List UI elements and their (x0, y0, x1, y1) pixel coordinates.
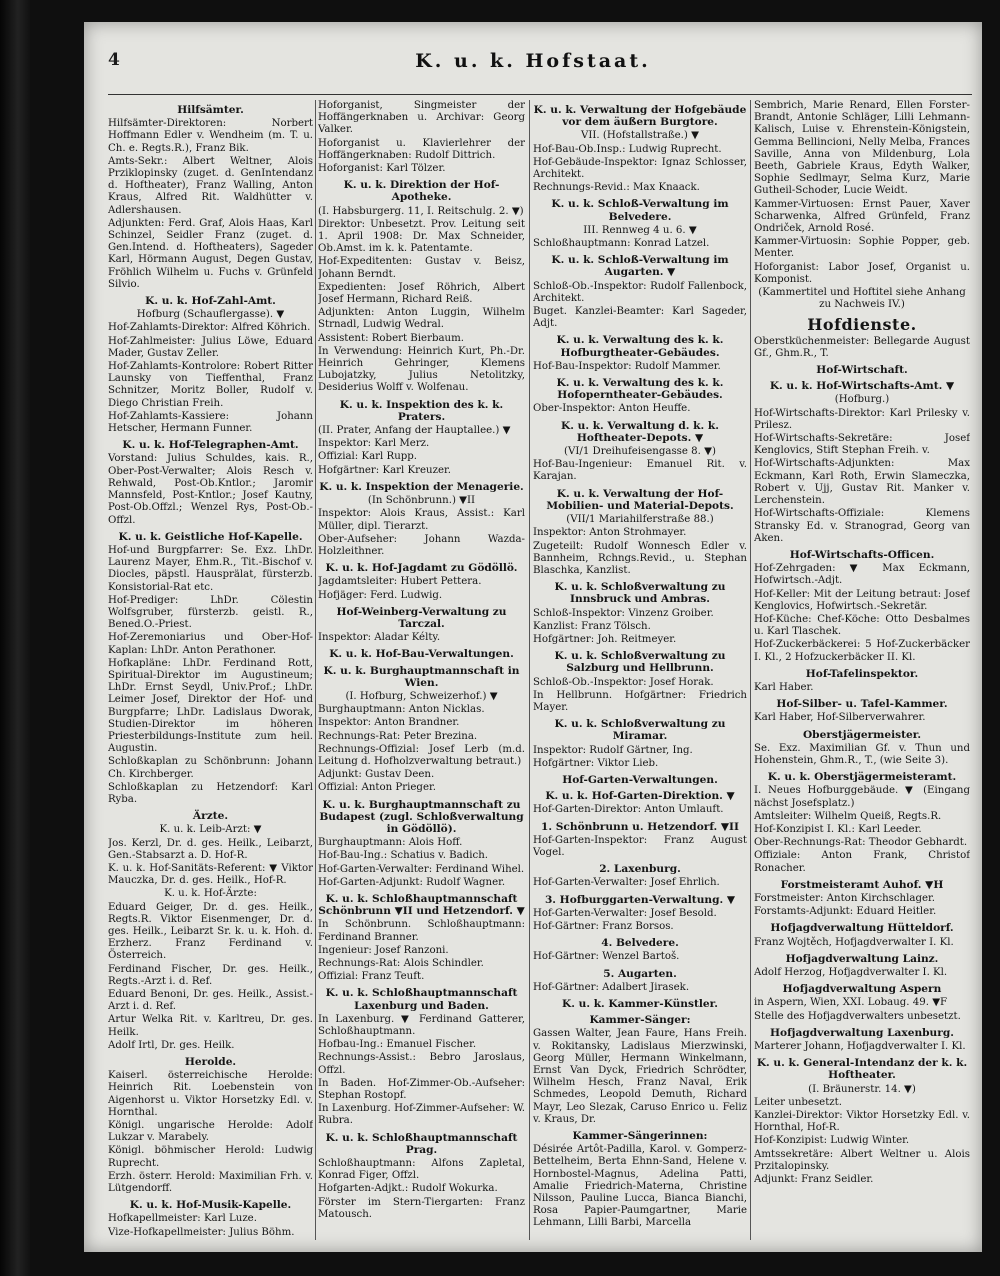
directory-entry: Adjunkt: Gustav Deen. (318, 769, 435, 781)
directory-entry: Kaiserl. österreichische Herolde: Heinrich Rit. Loebenstein von Aigenhorst u. Viktor Horsetzky Edl. v. Hornthal. (108, 1070, 313, 1118)
section-heading: Hofjagdverwaltung Lainz. (785, 952, 939, 965)
column-divider (750, 100, 751, 1240)
directory-entry: Hof-Zahlmeister: Julius Löwe, Eduard Mader, Gustav Zeller. (108, 335, 313, 359)
directory-entry: Ober-Aufseher: Johann Wazda-Holzleithner. (318, 533, 525, 557)
directory-entry: Hof-Zahlamts-Kassiere: Johann Hetscher, Hermann Funner. (108, 410, 313, 435)
column-4 (754, 100, 970, 1240)
directory-entry: Jagdamtsleiter: Hubert Pettera. (318, 576, 482, 588)
address-line: Hofburg (Schauflergasse). ▼ (136, 309, 285, 321)
directory-entry: Schloßhauptmann: Alfons Zapletal, Konrad Figer, Offzl. (318, 1158, 525, 1182)
directory-entry: In Baden. Hof-Zimmer-Ob.-Aufseher: Stephan Rostopf. (318, 1077, 525, 1102)
directory-entry: (II. Prater, Anfang der Hauptallee.) ▼ (318, 425, 511, 437)
directory-entry: Hof-Zuckerbäckerei: 5 Hof-Zuckerbäcker I. Kl., 2 Hofzuckerbäcker II. Kl. (754, 639, 970, 663)
section-heading: 1. Schönbrunn u. Hetzendorf. ▼II (541, 820, 739, 833)
directory-entry: Inspektor: Rudolf Gärtner, Ing. (533, 744, 693, 756)
book-spine (0, 0, 30, 1276)
directory-entry: Rechnungs-Assist.: Bebro Jaroslaus, Offzl. (318, 1052, 525, 1076)
section-heading: 4. Belvedere. (601, 937, 679, 950)
directory-entry: Schloß-Inspektor: Vinzenz Groiber. (533, 607, 714, 619)
section-heading: Hof-Silber- u. Tafel-Kammer. (776, 698, 948, 711)
directory-entry: Artur Welka Rit. v. Karltreu, Dr. ges. Heilk. (108, 1014, 313, 1038)
directory-entry: Rechnungs-Rat: Alois Schindler. (318, 958, 484, 969)
address-line: (I. Bräunerstr. 14. ▼) (808, 1083, 916, 1095)
directory-entry: Hofgärtner: Karl Kreuzer. (318, 464, 451, 476)
directory-entry: Adolf Irtl, Dr. ges. Heilk. (108, 1039, 235, 1051)
directory-entry: Hof-Konzipist: Ludwig Winter. (754, 1135, 910, 1147)
section-heading: K. u. k. Schloßverwaltung zu Salzburg und Hellbrunn. (554, 650, 726, 675)
address-line: VII. (Hofstallstraße.) ▼ (581, 130, 699, 142)
directory-entry: Assistent: Robert Bierbaum. (318, 332, 465, 344)
directory-entry: Hof-Garten-Verwalter: Josef Ehrlich. (533, 877, 720, 889)
directory-entry: Gassen Walter, Jean Faure, Hans Freih. v. Rokitansky, Ladislaus Mierzwinski, Georg Müller, Hermann Winkelmann, Ernst Van Dyck, Friedrich Schrödter, Wilhelm Hesch, Franz Naval, Erik Schmedes, Leopold Demuth, Richard Mayr, Leo Slezak, Caruso Enrico u. Feliz v. Kraus, Dr. (533, 1028, 747, 1125)
directory-entry: in Aspern, Wien, XXI. Lobaug. 49. ▼F (754, 997, 948, 1009)
section-heading: K. u. k. Oberstjägermeisteramt. (767, 771, 957, 784)
directory-entry: Hof-Bau-Inspektor: Rudolf Mammer. (533, 360, 721, 372)
section-heading: K. u. k. Burghauptmannschaft in Wien. (323, 664, 520, 689)
section-heading: K. u. k. Direktion der Hof-Apotheke. (343, 179, 500, 204)
directory-entry: Adjunkten: Anton Luggin, Wilhelm Strnadl, Ludwig Wedral. (318, 307, 525, 331)
section-heading: K. u. k. Hof-Wirtschafts-Amt. ▼ (769, 380, 955, 393)
section-heading: Hof-Garten-Verwaltungen. (562, 773, 718, 786)
section-heading: K. u. k. Schloßhauptmannschaft Prag. (325, 1131, 518, 1156)
column-divider (315, 100, 316, 1240)
directory-entry: Kammer-Virtuosin: Sophie Popper, geb. Menter. (754, 236, 970, 260)
directory-entry: Hof-und Burgpfarrer: Se. Exz. LhDr. Laurenz Mayer, Ehm.R., Tit.-Bischof v. Diocles, päpstl. Hausprälat, fürsterzb. Konsistorial-Rat etc. (108, 544, 313, 593)
directory-entry: In Schönbrunn. Schloßhauptmann: Ferdinand Branner. (318, 919, 525, 943)
directory-entry: Inspektor: Anton Strohmayer. (533, 527, 687, 539)
directory-entry: Königl. böhmischer Herold: Ludwig Ruprecht. (108, 1145, 313, 1169)
directory-entry: Burghauptmann: Anton Nicklas. (318, 704, 485, 716)
directory-entry: Hof-Küche: Chef-Köche: Otto Desbalmes u. Karl Tlaschek. (754, 613, 970, 638)
directory-entry: Hoforganist, Singmeister der Hoffängerknaben u. Archivar: Georg Valker. (318, 100, 525, 136)
directory-entry: Hofgärtner: Joh. Reitmeyer. (533, 633, 677, 645)
directory-entry: Hof-Bau-Ob.Insp.: Ludwig Ruprecht. (533, 143, 722, 155)
section-heading: Hof-Weinberg-Verwaltung zu Tarczal. (336, 605, 507, 630)
address-line: K. u. k. Leib-Arzt: ▼ (159, 824, 262, 836)
directory-entry: Hof-Wirtschafts-Direktor: Karl Prilesky v. Prilesz. (754, 407, 970, 431)
directory-entry: Hoforganist: Karl Tölzer. (318, 163, 446, 175)
section-heading: K. u. k. General-Intendanz der k. k. Hoftheater. (756, 1057, 968, 1082)
section-heading: K. u. k. Hof-Jagdamt zu Gödöllö. (325, 562, 518, 575)
directory-entry: Amtsleiter: Wilhelm Queiß, Regts.R. (754, 810, 942, 822)
page-header (84, 50, 982, 90)
section-heading: K. u. k. Schloß-Verwaltung im Augarten. ▼ (551, 254, 729, 279)
directory-entry: Hof-Prediger: LhDr. Cölestin Wolfsgruber, fürsterzb. geistl. R., Bened.O.-Priest. (108, 594, 313, 631)
directory-entry: Hof-Konzipist I. Kl.: Karl Leeder. (754, 823, 922, 835)
column-1 (108, 100, 313, 1240)
directory-entry: Hof-Garten-Verwalter: Josef Besold. (533, 907, 717, 919)
section-heading: Ärzte. (192, 810, 229, 823)
directory-entry: (I. Habsburgerg. 11, I. Reitschulg. 2. ▼) (318, 205, 524, 217)
section-heading: K. u. k. Schloßverwaltung zu Innsbruck und Ambras. (554, 581, 726, 606)
running-title: K. u. k. Hofstaat. (415, 50, 651, 72)
directory-entry: Inspektor: Karl Merz. (318, 438, 430, 450)
directory-entry: Offizial: Anton Prieger. (318, 782, 436, 794)
section-heading: K. u. k. Hof-Musik-Kapelle. (129, 1199, 292, 1212)
directory-entry: Kanzlist: Franz Tölsch. (533, 620, 651, 632)
directory-entry: Karl Haber, Hof-Silberverwahrer. (754, 712, 926, 724)
directory-entry: Rechnungs-Offizial: Josef Lerb (m.d. Leitung d. Hofholzverwaltung betraut.) (318, 743, 525, 767)
directory-entry: Hoforganist u. Klavierlehrer der Hoffängerknaben: Rudolf Dittrich. (318, 137, 525, 161)
section-heading: K. u. k. Hof-Telegraphen-Amt. (122, 439, 299, 452)
section-heading: K. u. k. Schloßhauptmannschaft Schönbrunn ▼II und Hetzendorf. ▼ (318, 892, 525, 918)
directory-entry: Hofbau-Ing.: Emanuel Fischer. (318, 1039, 477, 1051)
directory-entry: Offizial: Franz Teuft. (318, 971, 425, 983)
directory-entry: Königl. ungarische Herolde: Adolf Lukzar v. Marabely. (108, 1120, 313, 1144)
directory-entry: Schloß-Ob.-Inspektor: Josef Horak. (533, 676, 714, 688)
directory-entry: Adolf Herzog, Hofjagdverwalter I. Kl. (754, 967, 948, 978)
directory-entry: Eduard Geiger, Dr. d. ges. Heilk., Regts.R. Viktor Eisenmenger, Dr. d. ges. Heilk., Leibarzt Sr. k. u. k. Hoh. d. Erzherz. Franz Ferdinand v. Österreich. (108, 901, 313, 962)
directory-entry: Ober-Inspektor: Anton Heuffe. (533, 403, 691, 415)
section-heading: Hof-Wirtschafts-Officen. (789, 548, 935, 561)
directory-entry: Burghauptmann: Alois Hoff. (318, 837, 463, 849)
directory-entry: Schloßkaplan zu Schönbrunn: Johann Ch. Kirchberger. (108, 756, 313, 780)
directory-entry: Inspektor: Aladar Kélty. (318, 632, 441, 644)
directory-entry: In Hellbrunn. Hofgärtner: Friedrich Mayer. (533, 689, 747, 713)
section-heading: K. u. k. Burghauptmannschaft zu Budapest (zugl. Schloßverwaltung in Gödöllö). (319, 798, 524, 835)
directory-entry: Hof-Zahlamts-Kontrolore: Robert Ritter Launsky von Tieffenthal, Franz Schnitzer, Moritz Boller, Rudolf v. Diego Christian Freih. (108, 361, 313, 409)
directory-entry: Hof-Gärtner: Adalbert Jirasek. (533, 981, 690, 993)
directory-entry: Hofjäger: Ferd. Ludwig. (318, 589, 443, 601)
section-heading: 2. Laxenburg. (599, 863, 681, 876)
directory-entry: Offiziale: Anton Frank, Christof Ronacher. (754, 850, 970, 874)
section-heading: Hofjagdverwaltung Hütteldorf. (770, 922, 954, 935)
section-heading: 3. Hofburggarten-Verwaltung. ▼ (544, 893, 736, 906)
column-2 (318, 100, 525, 1240)
section-heading: Hilfsämter. (177, 104, 244, 116)
directory-entry: Forstamts-Adjunkt: Eduard Heitler. (754, 906, 937, 918)
directory-entry: Schloßkaplan zu Hetzendorf: Karl Ryba. (108, 781, 313, 805)
directory-entry: Hofkapläne: LhDr. Ferdinand Rott, Spiritual-Direktor im Augustineum; LhDr. Ernst Seydl, Univ.Prof.; LhDr. Leimer Josef, Direktor der Hof- und Burgpfarre; LhDr. Ladislaus Dworak, Studien-Direktor im höheren Priesterbildungs-Institute zum heil. Augustin. (108, 657, 313, 755)
section-heading: Hofjagdverwaltung Laxenburg. (770, 1026, 954, 1039)
directory-entry: Hof-Expeditenten: Gustav v. Beisz, Johann Berndt. (318, 256, 525, 280)
directory-entry: Forstmeister: Anton Kirchschlager. (754, 892, 935, 904)
section-heading: Hof-Wirtschaft. (816, 364, 908, 377)
section-heading: K. u. k. Inspektion der Menagerie. (319, 480, 524, 493)
section-heading: K. u. k. Schloß-Verwaltung im Belvedere. (551, 198, 729, 223)
column-divider (529, 100, 530, 1240)
section-heading: Hofjagdverwaltung Aspern (782, 983, 942, 996)
directory-entry: Hof-Gebäude-Inspektor: Ignaz Schlosser, Architekt. (533, 156, 747, 181)
directory-entry: Rechnungs-Rat: Peter Brezina. (318, 730, 478, 742)
directory-entry: Marterer Johann, Hofjagdverwalter I. Kl. (754, 1041, 966, 1053)
directory-entry: Oberstküchenmeister: Bellegarde August Gf., Ghm.R., T. (754, 335, 970, 359)
directory-entry: Hof-Garten-Inspektor: Franz August Vogel. (533, 834, 747, 858)
directory-entry: Vize-Hofkapellmeister: Julius Böhm. (108, 1226, 295, 1238)
document-page (84, 22, 982, 1252)
section-heading: K. u. k. Kammer-Künstler. (562, 998, 718, 1010)
header-rule (108, 94, 972, 95)
address-line: (In Schönbrunn.) ▼II (367, 495, 476, 507)
directory-entry: Erzh. österr. Herold: Maximilian Frh. v. Lütgendorff. (108, 1170, 313, 1195)
directory-entry: Hof-Wirtschafts-Offiziale: Klemens Stransky Ed. v. Stranograd, Georg van Aken. (754, 508, 970, 544)
directory-entry: Kammer-Virtuosen: Ernst Pauer, Xaver Scharwenka, Alfred Grünfeld, Franz Ondriček, Arnold Rosé. (754, 198, 970, 235)
directory-entry: K. u. k. Hof-Sanitäts-Referent: ▼ Viktor Mauczka, Dr. d. ges. Heilk., Hof-R. (108, 862, 313, 887)
directory-entry: Inspektor: Anton Brandner. (318, 717, 460, 729)
directory-entry: Eduard Benoni, Dr. ges. Heilk., Assist.-Arzt i. d. Ref. (108, 989, 313, 1013)
section-heading: K. u. k. Hof-Zahl-Amt. (145, 295, 276, 308)
directory-entry: Karl Haber. (754, 681, 814, 693)
section-heading: K. u. k. Inspektion des k. k. Praters. (339, 398, 504, 423)
section-heading: K. u. k. Geistliche Hof-Kapelle. (118, 530, 303, 543)
section-heading: 5. Augarten. (603, 967, 677, 980)
directory-entry: Hof-Bau-Ing.: Schatius v. Badich. (318, 850, 489, 862)
address-line: III. Rennweg 4 u. 6. ▼ (583, 224, 697, 236)
section-heading: Kammer-Sängerinnen: (572, 1130, 708, 1143)
section-heading: Oberstjägermeister. (802, 728, 922, 741)
directory-entry: In Laxenburg. Hof-Zimmer-Aufseher: W. Rubra. (318, 1103, 525, 1127)
page-number: 4 (108, 50, 120, 70)
directory-entry: Schloß-Ob.-Inspektor: Rudolf Fallenbock, Architekt. (533, 280, 747, 304)
directory-entry: Direktor: Unbesetzt. Prov. Leitung seit 1. April 1908: Dr. Max Schneider, Ob.Amst. im k. k. Patentamte. (318, 218, 525, 255)
directory-entry: Buget. Kanzlei-Beamter: Karl Sageder, Adjt. (533, 306, 747, 330)
address-line: (Kammertitel und Hoftitel siehe Anhang zu Nachweis IV.) (758, 287, 966, 311)
directory-entry: Adjunkten: Ferd. Graf, Alois Haas, Karl Schinzel, Seidler Franz (zuget. d. Gen.Intend. d. Hoftheaters), Sageder Karl, Hörmann August, Degen Gustav, Fröhlich Wilhelm u. Fuchs v. Grünfeld Silvio. (108, 217, 313, 290)
directory-entry: Jos. Kerzl, Dr. d. ges. Heilk., Leibarzt, Gen.-Stabsarzt a. D. Hof-R. (108, 837, 313, 861)
section-heading: Hof-Tafelinspektor. (805, 667, 919, 680)
address-line: (VI/1 Dreihufeisengasse 8. ▼) (564, 446, 716, 458)
directory-entry: Hof-Garten-Direktor: Anton Umlauft. (533, 804, 724, 816)
section-heading: K. u. k. Schloßhauptmannschaft Laxenburg und Baden. (325, 987, 518, 1012)
directory-entry: Leiter unbesetzt. (754, 1096, 843, 1108)
section-heading: K. u. k. Schloßverwaltung zu Miramar. (554, 718, 726, 743)
directory-entry: Hof-Zeremoniarius und Ober-Hof-Kaplan: LhDr. Anton Perathoner. (108, 632, 313, 656)
section-heading: K. u. k. Verwaltung d. k. k. Hoftheater-Depots. ▼ (561, 419, 719, 444)
column-3 (533, 100, 747, 1240)
directory-entry: Hofkapellmeister: Karl Luze. (108, 1213, 257, 1225)
section-heading: Kammer-Sänger: (589, 1014, 691, 1027)
directory-entry: Hofgärtner: Viktor Lieb. (533, 757, 659, 769)
directory-entry: Hof-Zahlamts-Direktor: Alfred Köhrich. (108, 322, 311, 334)
directory-entry: Schloßhauptmann: Konrad Latzel. (533, 238, 710, 250)
directory-entry: Hofgarten-Adjkt.: Rudolf Wokurka. (318, 1183, 498, 1195)
major-heading: Hofdienste. (807, 315, 917, 335)
directory-entry: Kanzlei-Direktor: Viktor Horsetzky Edl. v. Hornthal, Hof-R. (754, 1110, 970, 1134)
section-heading: K. u. k. Hof-Garten-Direktion. ▼ (545, 790, 735, 803)
address-line: (I. Hofburg, Schweizerhof.) ▼ (345, 690, 498, 702)
directory-entry: Hof-Keller: Mit der Leitung betraut: Josef Kenglovics, Hofwirtsch.-Sekretär. (754, 588, 970, 612)
directory-entry: Hof-Zehrgaden: ▼ Max Eckmann, Hofwirtsch.-Adjt. (754, 563, 970, 587)
directory-entry: I. Neues Hofburggebäude. ▼ (Eingang nächst Josefsplatz.) (754, 785, 970, 809)
directory-entry: Ober-Rechnungs-Rat: Theodor Gebhardt. (754, 837, 968, 849)
directory-entry: Zugeteilt: Rudolf Wonnesch Edler v. Bannheim, Rchngs.Revid., u. Stephan Blaschka, Kanzlist. (533, 540, 747, 576)
directory-entry: Vorstand: Julius Schuldes, kais. R., Ober-Post-Verwalter; Alois Resch v. Rehwald, Post-Ob.Kntlor.; Jaromir Mannsfeld, Post-Kntlor.; Josef Kautny, Post-Ob.Offzl.; Wenzel Rys, Post-Ob.-Offzl. (108, 453, 313, 526)
section-heading: K. u. k. Verwaltung des k. k. Hofburgtheater-Gebäudes. (556, 334, 724, 359)
directory-entry: Förster im Stern-Tiergarten: Franz Matousch. (318, 1196, 525, 1220)
directory-entry: Adjunkt: Franz Seidler. (754, 1174, 874, 1186)
directory-entry: Amts-Sekr.: Albert Weltner, Alois Prziklopinsky (zuget. d. GenIntendanz d. Hoftheater), Franz Walling, Anton Kraus, Alfred Rit. Waldhütter v. Adlershausen. (108, 155, 313, 216)
directory-entry: Expedienten: Josef Röhrich, Albert Josef Hermann, Richard Reiß. (318, 281, 525, 306)
section-heading: K. u. k. Verwaltung des k. k. Hofoperntheater-Gebäudes. (556, 377, 724, 402)
section-heading: Forstmeisteramt Auhof. ▼H (780, 878, 944, 891)
directory-entry: Hof-Garten-Adjunkt: Rudolf Wagner. (318, 876, 506, 888)
directory-entry: Désirée Artôt-Padilla, Karol. v. Gomperz-Bettelheim, Berta Ehnn-Sand, Helene v. Hornbostel-Magnus, Adelina Patti, Amalie Friedrich-Materna, Christine Nilsson, Pauline Lucca, Bianca Bianchi, Rosa Papier-Paumgartner, Marie Lehmann, Lilli Barbi, Marcella (533, 1144, 747, 1229)
section-heading: K. u. k. Verwaltung der Hofgebäude vor dem äußern Burgtore. (533, 104, 747, 129)
directory-entry: In Verwendung: Heinrich Kurt, Ph.-Dr. Heinrich Gehringer, Klemens Lubojatzky, Julius Netolitzky, Desiderius Wolff v. Wolfenau. (318, 345, 525, 394)
directory-entry: Sembrich, Marie Renard, Ellen Forster-Brandt, Antonie Schläger, Lilli Lehmann-Kalisch, Luise v. Ehrenstein-Königstein, Gemma Bellincioni, Nelly Melba, Frances Saville, Anna von Mildenburg, Lola Beeth, Gabriele Kraus, Edyth Walker, Sophie Sedlmayr, Selma Kurz, Marie Gutheil-Schoder, Lucie Weidt. (754, 100, 970, 197)
directory-entry: Hof-Bau-Ingenieur: Emanuel Rit. v. Karajan. (533, 459, 747, 483)
section-heading: K. u. k. Hof-Bau-Verwaltungen. (329, 648, 514, 661)
directory-entry: Ingenieur: Josef Ranzoni. (318, 944, 449, 956)
directory-entry: Franz Wojtěch, Hofjagdverwalter I. Kl. (754, 936, 954, 948)
directory-entry: Inspektor: Alois Kraus, Assist.: Karl Müller, dipl. Tierarzt. (318, 508, 525, 532)
directory-entry: Hof-Gärtner: Wenzel Bartoš. (533, 951, 680, 963)
directory-entry: Amtssekretäre: Albert Weltner u. Alois Przitalopinsky. (754, 1148, 970, 1172)
directory-entry: Hoforganist: Labor Josef, Organist u. Komponist. (754, 261, 970, 285)
address-line: (VII/1 Mariahilferstraße 88.) (566, 514, 714, 526)
directory-entry: Rechnungs-Revid.: Max Knaack. (533, 182, 700, 194)
address-line: (Hofburg.) (834, 394, 890, 406)
directory-entry: Stelle des Hofjagdverwalters unbesetzt. (754, 1010, 961, 1022)
section-heading: Herolde. (184, 1056, 237, 1069)
directory-entry: Offizial: Karl Rupp. (318, 451, 418, 463)
section-heading: K. u. k. Verwaltung der Hof-Mobilien- und Material-Depots. (546, 487, 734, 512)
directory-entry: Hof-Gärtner: Franz Borsos. (533, 920, 674, 932)
directory-entry: Se. Exz. Maximilian Gf. v. Thun und Hohenstein, Ghm.R., T., (wie Seite 3). (754, 742, 970, 766)
directory-entry: Hilfsämter-Direktoren: Norbert Hoffmann Edler v. Wendheim (m. T. u. Ch. e. Regts.R.), Franz Bik. (108, 118, 313, 154)
address-line: K. u. k. Hof-Ärzte: (164, 888, 257, 900)
directory-entry: Hof-Garten-Verwalter: Ferdinand Wihel. (318, 863, 525, 875)
directory-entry: Hof-Wirtschafts-Adjunkten: Max Eckmann, Karl Roth, Erwin Slameczka, Robert v. Ujj, Gustav Rit. Manker v. Lerchenstein. (754, 458, 970, 507)
directory-entry: Hof-Wirtschafts-Sekretäre: Josef Kenglovics, Stift Stephan Freih. v. (754, 433, 970, 457)
directory-entry: Ferdinand Fischer, Dr. ges. Heilk., Regts.-Arzt i. d. Ref. (108, 963, 313, 987)
directory-entry: In Laxenburg. ▼ Ferdinand Gatterer, Schloßhauptmann. (318, 1013, 525, 1038)
